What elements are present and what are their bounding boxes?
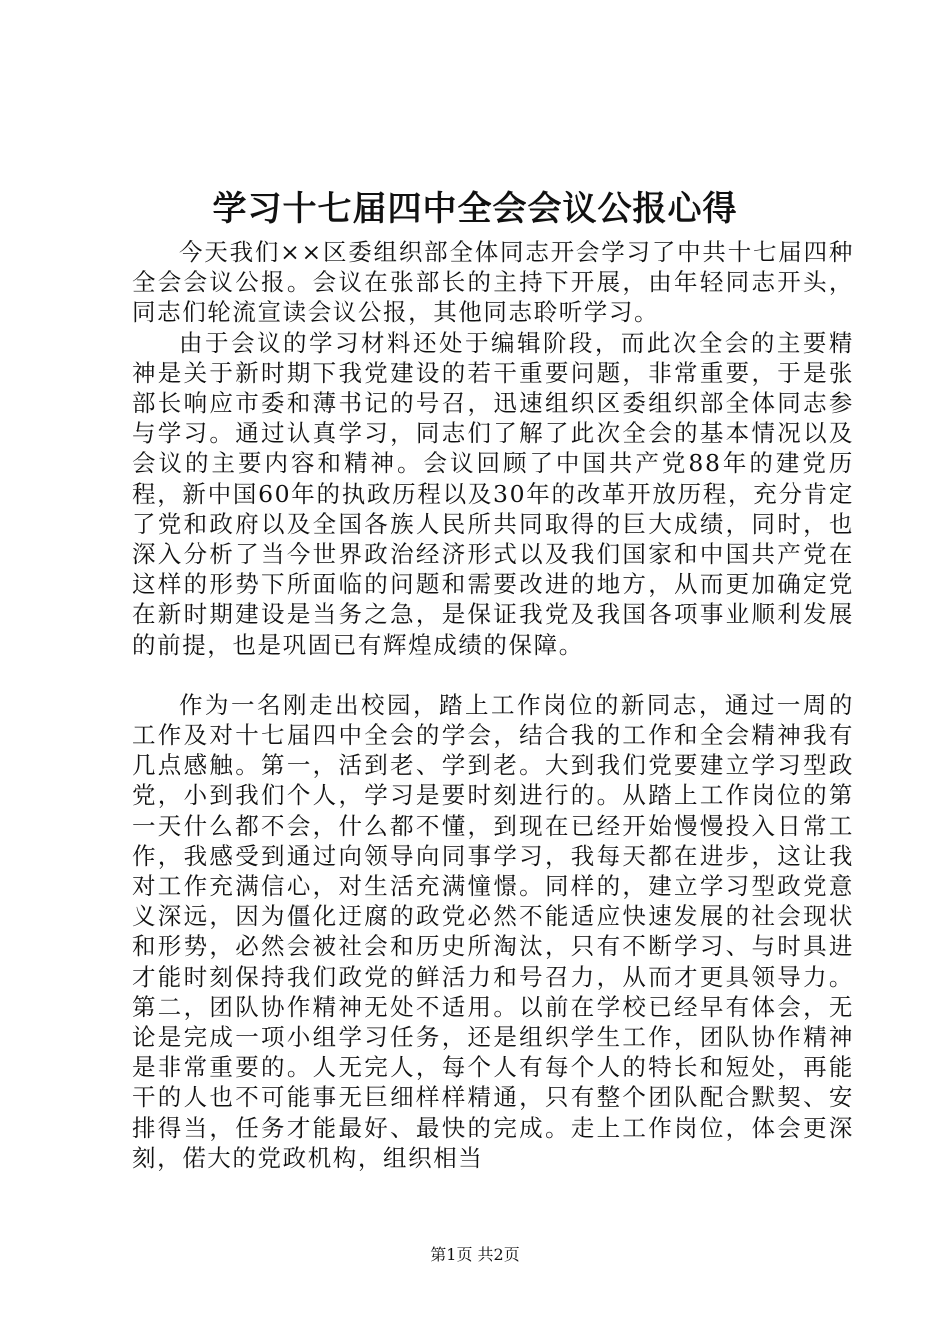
page-number-footer: 第1页 共2页 — [430, 1245, 520, 1264]
paragraph-1: 今天我们××区委组织部全体同志开会学习了中共十七届四种全会会议公报。会议在张部长的主持下开展，由年轻同志开头，同志们轮流宣读会议公报，其他同志聆听学习。 — [132, 238, 854, 327]
paragraph-2: 由于会议的学习材料还处于编辑阶段，而此次全会的主要精神是关于新时期下我党建设的若干重要问题，非常重要，于是张部长响应市委和薄书记的号召，迅速组织区委组织部全体同志参与学习。通过认真学习，同志们了解了此次全会的基本情况以及会议的主要内容和精神。会议回顾了中国共产党88年的建党历程，新中国60年的执政历程以及30年的改革开放历程，充分肯定了党和政府以及全国各族人民所共同取得的巨大成绩，同时，也深入分析了当今世界政治经济形式以及我们国家和中国共产党在这样的形势下所面临的问题和需要改进的地方，从而更加确定党在新时期建设是当务之急，是保证我党及我国各项事业顺利发展的前提，也是巩固已有辉煌成绩的保障。 — [132, 328, 854, 659]
document-title: 学习十七届四中全会会议公报心得 — [212, 189, 738, 229]
paragraph-3: 作为一名刚走出校园，踏上工作岗位的新同志，通过一周的工作及对十七届四中全会的学会，结合我的工作和全会精神我有几点感触。第一，活到老、学到老。大到我们党要建立学习型政党，小到我们个人，学习是要时刻进行的。从踏上工作岗位的第一天什么都不会，什么都不懂，到现在已经开始慢慢投入日常工作，我感受到通过向领导向同事学习，我每天都在进步，这让我对工作充满信心，对生活充满憧憬。同样的，建立学习型政党意义深远，因为僵化迂腐的政党必然不能适应快速发展的社会现状和形势，必然会被社会和历史所淘汰，只有不断学习、与时具进才能时刻保持我们政党的鲜活力和号召力，从而才更具领导力。第二，团队协作精神无处不适用。以前在学校已经早有体会，无论是完成一项小组学习任务，还是组织学生工作，团队协作精神是非常重要的。人无完人，每个人有每个人的特长和短处，再能干的人也不可能事无巨细样样精通，只有整个团队配合默契、安排得当，任务才能最好、最快的完成。走上工作岗位，体会更深刻，偌大的党政机构，组织相当 — [132, 690, 854, 1172]
document-body — [132, 237, 854, 1173]
